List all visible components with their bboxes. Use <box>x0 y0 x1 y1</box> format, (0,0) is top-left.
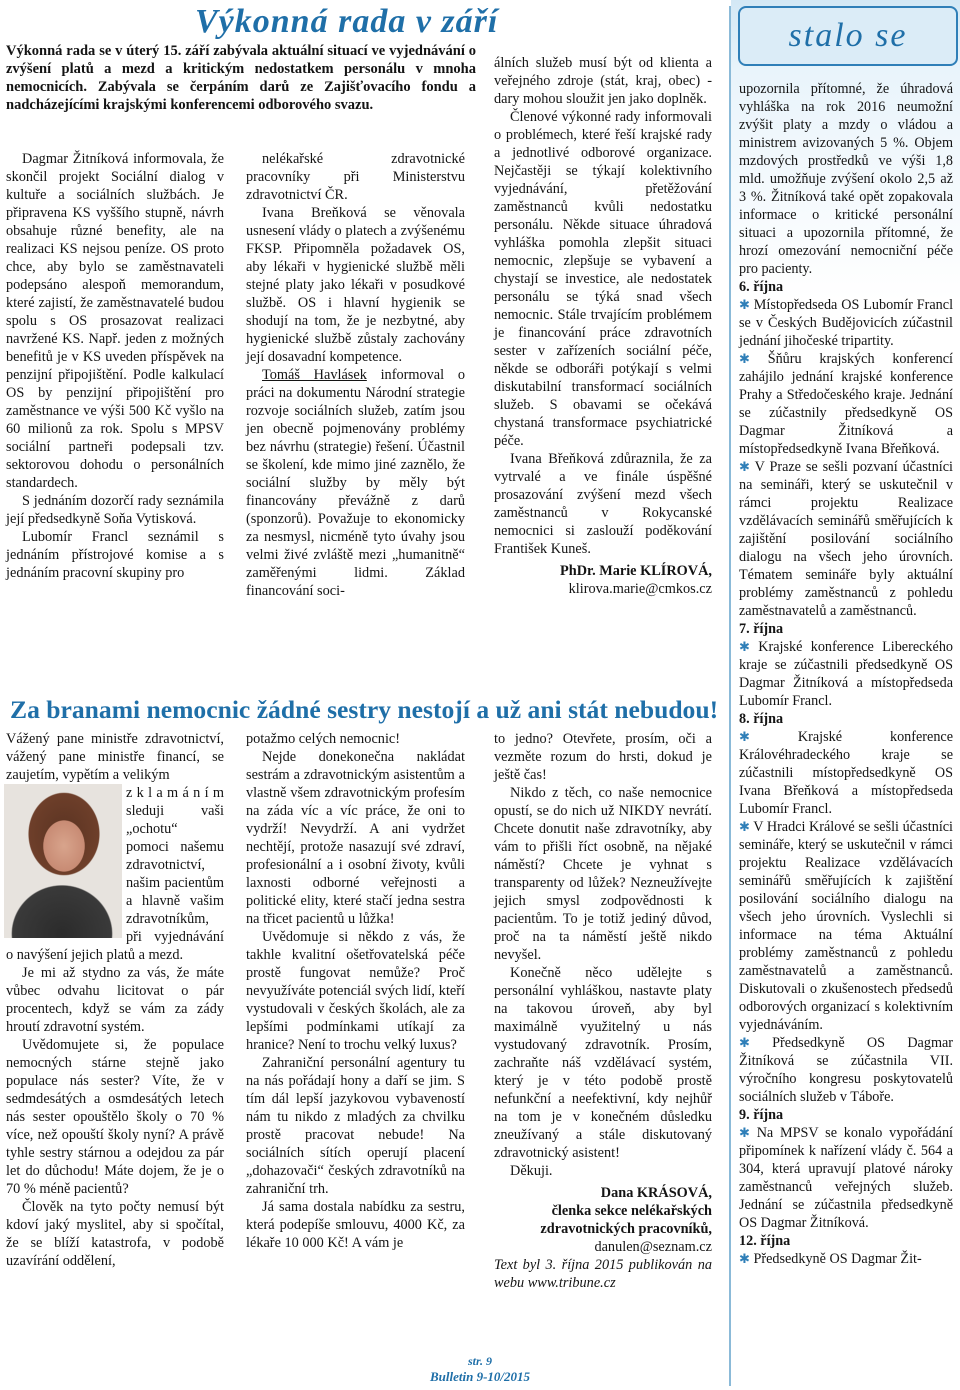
sidebar-item: V Hradci Králové se sešli účastníci semináře, který se uskutečnil v rámci projektu Realizace vzdělávacích seminářů směřujících k zajištění posilování sociálního dialogu na všech jeho úrovních. Vyslechli si informace na téma Aktuální problémy zaměstnanců z pohledu zaměstnavatelů a zaměstnanců. Diskutovali o zkušenostech předsedů odborových organizací s kolektivním vyjednáváním. <box>739 819 953 1033</box>
page-footer <box>420 1353 540 1389</box>
sidebar-item: Krajské konference Královéhradeckého kraje se zúčastnili místopředsedkyně OS Ivana Břeňková a místopředseda Lubomír Francl. <box>739 729 954 817</box>
sidebar-item: Šňůru krajských konferencí zahájilo jednání krajské konference Prahy a Středočeského kraje. Jednání se zúčastnily předsedkyně OS Dagmar Žitníková a místopředsedkyně Ivana Břeňková. <box>739 351 953 457</box>
paragraph: Členové výkonné rady informovali o problémech, které řeší krajské rady a jednotlivé odborové organizace. Nejčastěji se týkají kolektivního vyjednávání, přetěžování zaměstnanců kvůli nedostatku personálu. Někde situace úhradová vyhláška pomohla zlepšit situaci nemocnic, zlepšuje se vybavení a chystají se investice, ale nedostatek personálu se týká snad všech nemocnic. Stále trvajícím problémem je financování práce zdravotních sester v zařízeních sociální péče, někde se odboráři potýkají s velmi diskutabilní transformací sociálních služeb. S obavami se očekává chystaná transformace psychiatrické péče. <box>494 109 712 449</box>
sidebar-divider <box>729 6 731 1386</box>
paragraph: Zahraniční personální agentury tu na nás pořádají hony a daří se jim. S tím dál lepší jazykovou vybaveností nám tu nikdo z mladých za chvilku prostě pracovat nebude! Na sociálních sítích operují placení „dohazovači“ českých zdravotníků na zahraniční trh. <box>246 1055 465 1197</box>
paragraph: S jednáním dozorčí rady seznámila její předsedkyně Soňa Vytisková. <box>6 493 224 527</box>
paragraph: Konečně něco udělejte s personální vyhláškou, nastavte platy na takovou úroveň, aby byl maximálně využitelný u nás vystudovaný zdravotník. Prosím, zachraňte náš vzdělávací systém, který je v této podobě prostě nefunkční a neefektivní, kdy nejhůř na tom je v konečném důsledku zneužívaný a stále diskutovaný zdravotnický asistent! <box>494 965 712 1161</box>
signature-email: danulen@seznam.cz <box>594 1239 712 1255</box>
star-bullet-icon: ✱ <box>739 729 750 744</box>
signature-name: Dana KRÁSOVÁ, <box>600 1185 712 1201</box>
star-bullet-icon: ✱ <box>739 459 750 474</box>
paragraph: Vážený pane ministře zdravotnictví, vážený pane ministře financí, se zaujetím, vypětím a velikým <box>6 731 224 783</box>
sidebar-item: Předsedkyně OS Dagmar Žitníková se zúčastnila VII. výročního kongresu poskytovatelů sociálních služeb v Táboře. <box>739 1035 954 1105</box>
paragraph: Děkuji. <box>510 1163 553 1179</box>
author-name: PhDr. Marie KLÍROVÁ, <box>560 563 712 579</box>
paragraph: Nejde donekonečna nakládat sestrám a zdravotnickým asistentům a vlastně všem zdravotnickým profesím na záda víc a víc práce, že oni to vydrží! Nevydrží. A ani vydržet nechtějí, protože nasazují své zdraví, profesionální a i osobní životy, kvůli laxnosti odborné veřejnosti a politické elity, které stačí jedna sestra na třicet pacientů u lůžka! <box>246 749 465 927</box>
star-bullet-icon: ✱ <box>739 819 750 834</box>
article1-column-1 <box>6 150 224 582</box>
paragraph: Dagmar Žitníková informovala, že skončil projekt Sociální dialog v kultuře a sociálních službách. Je připravena KS vyššího stupně, návrh obsahuje různé benefity, ale na realizaci KS nejsou peníze. OS proto chce, aby bylo se zaměstnavateli podepsáno alespoň memorandum, které zajistí, že zaměstnavatelé budou spolu s OS prosazovat realizaci navržené KS. Např. jeden z možných benefitů je v KS uveden příspěvek na penzijní připojištění. Podle kalkulací OS by penzijní připojištění pro zaměstnance ve výši 500 Kč vyšlo na 60 milionů za rok. Spolu s MPSV sociální partneři podepsali tzv. sektorovou dohodu o personálních standardech. <box>6 151 224 491</box>
paragraph: Člověk na tyto počty nemusí být kdoví jaký myslitel, aby si spočítal, že se blíží katastrofa, v podobě uzavírání oddělení, <box>6 1199 224 1269</box>
sidebar-title: stalo se <box>738 6 958 66</box>
author-email: klirova.marie@cmkos.cz <box>568 581 712 597</box>
sidebar-item: Předsedkyně OS Dagmar Žit- <box>753 1251 922 1267</box>
sidebar-date: 6. října <box>739 279 784 295</box>
star-bullet-icon: ✱ <box>739 1035 750 1050</box>
star-bullet-icon: ✱ <box>739 1251 750 1266</box>
star-bullet-icon: ✱ <box>739 297 750 312</box>
sidebar-intro: upozornila přítomné, že úhradová vyhláška na rok 2016 neumožní zvýšit platy a mzdy o vládou a ministrem avizovaných 5 %. Objem mzdových prostředků ve výši 1,8 mld. umožňuje zvýšení okolo 2,5 až 3 %. Žitníková také opět zopakovala informace o kritické personální situaci a upozornila přítomné, že hrozí omezování nemocniční péče pro pacienty. <box>739 81 953 277</box>
lead-paragraph: Výkonná rada se v úterý 15. září zabývala aktuální situací ve vyjednávání o zvýšení platů a mezd a kritickým nedostatkem personálu v mnoha nemocnicích. Zabývala se čerpáním darů ze Zajišťovacího fondu a nadcházejícími krajskými konferencemi odborového svazu. <box>6 43 476 113</box>
person-name: Tomáš Havlásek <box>262 367 367 383</box>
paragraph: nelékařské zdravotnické pracovníky při Ministerstvu zdravotnictví ČR. <box>246 151 465 203</box>
signature-role: členka sekce nelékařských zdravotnických pracovníků, <box>540 1203 712 1237</box>
sidebar-content <box>739 80 953 1268</box>
star-bullet-icon: ✱ <box>739 639 750 654</box>
paragraph: álních služeb musí být od klienta a veřejného zdroje (stát, kraj, obec) - dary mohou sloužit jen jako doplněk. <box>494 55 712 107</box>
article2-column-1 <box>6 730 224 1270</box>
paragraph: Nikdo z těch, co naše nemocnice opustí, se do nich už NIKDY nevrátí. Chcete donutit naše zdravotníky, aby vám to přišli říct osobně, na nějaké náměstí? Chcete je vyhnat s transparenty od lůžek? Nezneužívejte jejich smysl zodpovědnosti k pacientům. To je totiž jediný důvod, proč na ta náměstí ještě nikdo nevyšel. <box>494 785 712 963</box>
paragraph: Uvědomujete si, že populace nemocných stárne stejně jako populace nás sester? Víte, že v sedmdesátých a osmdesátých letech nás sester opouštělo školy o 70 % více, než opouští školy nyní? A právě tyhle sestry stárnou a odejdou za pár let do důchodu! Máte dojem, že je o 70 % méně pacientů? <box>6 1037 224 1197</box>
page-number: str. 9 <box>467 1354 492 1368</box>
paragraph: Ivana Breňková se věnovala usnesení vlády o platech a zvýšenému FKSP. Připomněla požadavek OS, aby lékaři v hygienické službě měli stejné platy jako lékaři v posudkové službě. OS i hlavní hygienik se shodují na tom, že je nezbytné, aby hygienické službě zůstaly zachovány její dosavadní kompetence. <box>246 205 465 365</box>
sidebar-item: Krajské konference Libereckého kraje se zúčastnili předsedkyně OS Dagmar Žitníková a místopředseda Lubomír Francl. <box>739 639 954 709</box>
article1-lead <box>6 42 476 114</box>
sidebar-date: 7. října <box>739 621 784 637</box>
sidebar-date: 9. října <box>739 1107 784 1123</box>
article2-column-2 <box>246 730 465 1252</box>
article2-title: Za branami nemocnic žádné sestry nestojí a už ani stát nebudou! <box>10 695 719 724</box>
paragraph: Ivana Břeňková zdůraznila, že za vytrvalé a ve finále úspěšné prosazování zvýšení mezd všech zaměstnanců v Rokycanské nemocnici si zaslouží poděkování František Kuneš. <box>494 451 712 557</box>
sidebar-item: Na MPSV se konalo vypořádání připomínek k nařízení vlády č. 564 a 304, která upravují platové nároky zaměstnanců veřejných služeb. Jednání se zúčastnila předsedkyně OS Dagmar Žitníková. <box>739 1125 953 1231</box>
article1-title: Výkonná rada v září <box>195 3 499 40</box>
sidebar-item: V Praze se sešli pozvaní účastníci na semináři, který se uskutečnil v rámci projektu Realizace vzdělávacích seminářů směřujících k zajištění posilování sociálního dialogu na všech jeho úrovních. Tématem semináře byly aktuální problémy zaměstnanců z pohledu zaměstnavatelů a zaměstnanců. <box>739 459 953 619</box>
article1-column-3 <box>494 54 712 598</box>
paragraph: Já sama dostala nabídku za sestru, která podepíše smlouvu, 4000 Kč, za lékaře 10 000 Kč! A vám je <box>246 1199 465 1251</box>
paragraph: informoval o práci na dokumentu Národní strategie rozvoje sociálních služeb, zatím jsou jen obecně pojmenovány problémy bez návrhu (strategie) řešení. Účastnil se školení, kde mimo jiné zaznělo, že sociální služby by měly být financovány převážně z darů (sponzorů). Považuje to ekonomicky za nesmysl, nicméně tyto úvahy jsou velmi živé zvláště mezi „humanitně“ zaměřenými lidmi. Základ financování soci- <box>246 367 465 599</box>
sidebar-item: Místopředseda OS Lubomír Francl se v Českých Budějovicích zúčastnil jednání jihočeské tripartity. <box>739 297 954 349</box>
article2-column-3 <box>494 730 712 1292</box>
paragraph: Lubomír Francl seznámil s jednáním přístrojové komise a s jednáním pracovní skupiny pro <box>6 529 224 581</box>
article1-column-2 <box>246 150 465 600</box>
paragraph: potažmo celých nemocnic! <box>246 731 401 747</box>
paragraph: to jedno? Otevřete, prosím, oči a vezměte rozum do hrsti, dokud je ještě čas! <box>494 731 712 783</box>
paragraph: Je mi až stydno za vás, že máte vůbec odvahu licitovat o pár procentech, když se vám za zády hroutí zdravotní systém. <box>6 965 224 1035</box>
source-note: Text byl 3. října 2015 publikován na webu www.tribune.cz <box>494 1257 712 1291</box>
star-bullet-icon: ✱ <box>739 351 750 366</box>
paragraph: z k l a m á n í m sleduji vaši „ochotu“ pomoci našemu zdravotnictví, našim pacientům a hlavně vašim zdravotníkům, při vyjednávání o navýšení jejich platů a mezd. <box>6 785 224 963</box>
bulletin-issue: Bulletin 9-10/2015 <box>429 1369 531 1384</box>
sidebar-date: 8. října <box>739 711 784 727</box>
paragraph: Uvědomuje si někdo z vás, že takhle kvalitní ošetřovatelská péče prostě fungovat nemůže? Proč nevyužíváte potenciál svých lidí, kteří vystudovali v českých školách, ale za lepšími podmínkami utíkají za hranice? Není to trochu velký luxus? <box>246 929 465 1053</box>
sidebar-date: 12. října <box>739 1233 791 1249</box>
author-photo <box>4 784 122 938</box>
star-bullet-icon: ✱ <box>739 1125 750 1140</box>
